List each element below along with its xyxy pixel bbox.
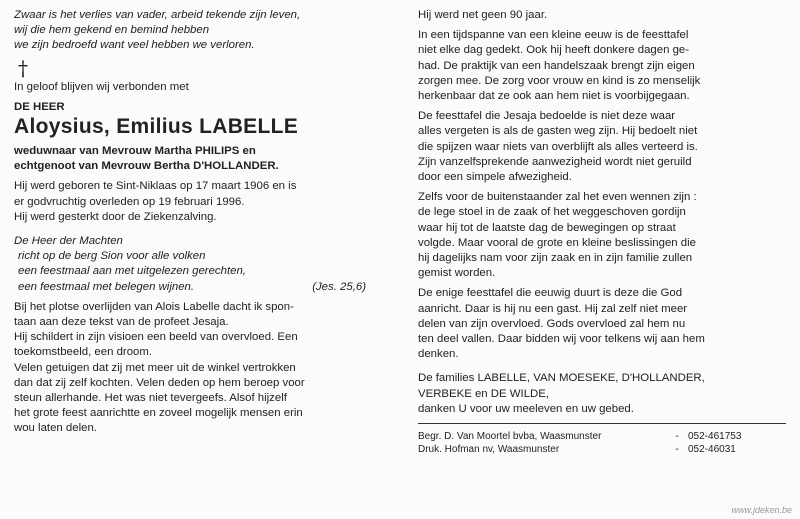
birth-death-line: er godvruchtig overleden op 19 februari 1996. bbox=[14, 195, 245, 208]
paragraph-line: wou laten delen. bbox=[14, 422, 97, 435]
paragraph-line: toekomstbeeld, een droom. bbox=[14, 346, 153, 359]
paragraph-line: De feesttafel die Jesaja bedoelde is niet deze waar bbox=[418, 110, 676, 123]
families-thanks bbox=[418, 371, 786, 417]
paragraph-line: had. De praktijk van een handelszaak brengt zijn eigen bbox=[418, 59, 695, 72]
paragraph-line: herkenbaar dat ze ook aan hem niet is voorbijgegaan. bbox=[418, 90, 690, 103]
paragraph-line: niet elke dag gedekt. Ook hij heeft donkere dagen ge- bbox=[418, 44, 690, 57]
right-column bbox=[418, 8, 786, 456]
families-line: De families LABELLE, VAN MOESEKE, D'HOLLANDER, bbox=[418, 372, 705, 385]
families-line: danken U voor uw meeleven en uw gebed. bbox=[418, 402, 634, 415]
relation-line: echtgenoot van Mevrouw Bertha D'HOLLANDER. bbox=[14, 160, 279, 173]
paragraph-line: ten deel vallen. Daar bidden wij voor telkens wij aan hem bbox=[418, 333, 705, 346]
cross-icon: † bbox=[18, 55, 28, 80]
paragraph-line: de lege stoel in de zaak of het weggeschoven gordijn bbox=[418, 206, 686, 219]
faith-line: In geloof blijven wij verbonden met bbox=[14, 80, 189, 93]
title-label: DE HEER bbox=[14, 100, 65, 113]
paragraph-line: steun allerhande. Het was niet tevergeefs. Alsof hijzelf bbox=[14, 392, 287, 405]
relation-line: weduwnaar van Mevrouw Martha PHILIPS en bbox=[14, 145, 256, 158]
birth-death-block bbox=[14, 179, 366, 225]
paragraph-line: waar hij tot de laatste dag de bewegingen op straat bbox=[418, 221, 676, 234]
relations-block bbox=[14, 144, 366, 174]
paragraph-line: alles vergeten is als de gasten weg zijn. Hij bedoelt niet bbox=[418, 125, 698, 138]
scripture-quote bbox=[14, 234, 366, 295]
birth-death-line: Hij werd gesterkt door de Ziekenzalving. bbox=[14, 210, 217, 223]
verse-line: we zijn bedroefd want veel hebben we verloren. bbox=[14, 39, 255, 52]
paragraph-line: gemist worden. bbox=[418, 267, 496, 280]
printer-dash: - bbox=[675, 444, 679, 456]
paragraph-line: Hij schildert in zijn visioen een beeld van overvloed. Een bbox=[14, 331, 298, 344]
scripture-line: richt op de berg Sion voor alle volken bbox=[18, 250, 206, 263]
scripture-last-row bbox=[14, 280, 366, 295]
scripture-line: een feestmaal met belegen wijnen. bbox=[18, 280, 195, 293]
scripture-line: een feestmaal aan met uitgelezen gerechten, bbox=[18, 265, 246, 278]
paragraph-line: taan aan deze tekst van de profeet Jesaja. bbox=[14, 316, 229, 329]
paragraph-line: In een tijdspanne van een kleine eeuw is de feesttafel bbox=[418, 29, 689, 42]
verse-line: wij die hem gekend en bemind hebben bbox=[14, 24, 210, 37]
printer-row bbox=[418, 443, 786, 456]
paragraph-line: die spijzen waar niets van overblijft als alles verteerd is. bbox=[418, 140, 698, 153]
paragraph-line: zorgen mee. De zorg voor vrouw en kind is zo menselijk bbox=[418, 74, 701, 87]
printer-phone: 052-461753 bbox=[688, 431, 742, 443]
printer-name: Druk. Hofman nv, Waasmunster bbox=[418, 444, 560, 456]
paragraph-line: Zijn vanzelfsprekende aanwezigheid wordt niet geruild bbox=[418, 155, 692, 168]
paragraph-line: De enige feesttafel die eeuwig duurt is deze die God bbox=[418, 287, 683, 300]
printer-credits bbox=[418, 430, 786, 456]
birth-death-line: Hij werd geboren te Sint-Niklaas op 17 maart 1906 en is bbox=[14, 180, 297, 193]
families-line: VERBEKE en DE WILDE, bbox=[418, 387, 550, 400]
printer-name: Begr. D. Van Moortel bvba, Waasmunster bbox=[418, 431, 602, 443]
paragraph-line: delen van zijn overvloed. Gods overvloed zal hem nu bbox=[418, 317, 686, 330]
paragraph-line: Hij werd net geen 90 jaar. bbox=[418, 9, 548, 21]
printer-row bbox=[418, 430, 786, 443]
paragraph-line: denken. bbox=[418, 348, 459, 361]
right-text-block bbox=[418, 8, 786, 362]
verse-line: Zwaar is het verlies van vader, arbeid tekende zijn leven, bbox=[14, 9, 301, 21]
paragraph-line: het grote feest aanrichtte en zoveel mogelijk mensen erin bbox=[14, 407, 303, 420]
paragraph-line: aanricht. Daar is hij nu een gast. Hij zal zelf niet meer bbox=[418, 302, 688, 315]
printer-phone: 052-46031 bbox=[688, 444, 736, 456]
deceased-name: Aloysius, Emilius LABELLE bbox=[14, 115, 299, 139]
paragraph-line: Velen getuigen dat zij met meer uit de winkel vertrokken bbox=[14, 361, 296, 374]
paragraph-line: dan dat zij zelf kochten. Velen deden op hem beroep voor bbox=[14, 376, 305, 389]
paragraph-line: hij dagelijks nam voor zijn zaak en in zijn familie zullen bbox=[418, 252, 693, 265]
printer-dash: - bbox=[675, 431, 679, 443]
paragraph-line: door een simpele afwezigheid. bbox=[418, 171, 572, 184]
paragraph-line: Bij het plotse overlijden van Alois Labelle dacht ik spon- bbox=[14, 300, 294, 313]
left-text-block bbox=[14, 300, 366, 437]
scripture-line: De Heer der Machten bbox=[14, 235, 123, 248]
scripture-reference: (Jes. 25,6) bbox=[312, 280, 366, 293]
left-column bbox=[14, 8, 366, 437]
paragraph-line: volgde. Maar vooral de grote en kleine beslissingen die bbox=[418, 236, 696, 249]
opening-verse bbox=[14, 8, 366, 54]
paragraph-line: Zelfs voor de buitenstaander zal het even wennen zijn : bbox=[418, 191, 697, 204]
watermark: www.jdeken.be bbox=[731, 505, 792, 515]
divider bbox=[418, 423, 786, 424]
